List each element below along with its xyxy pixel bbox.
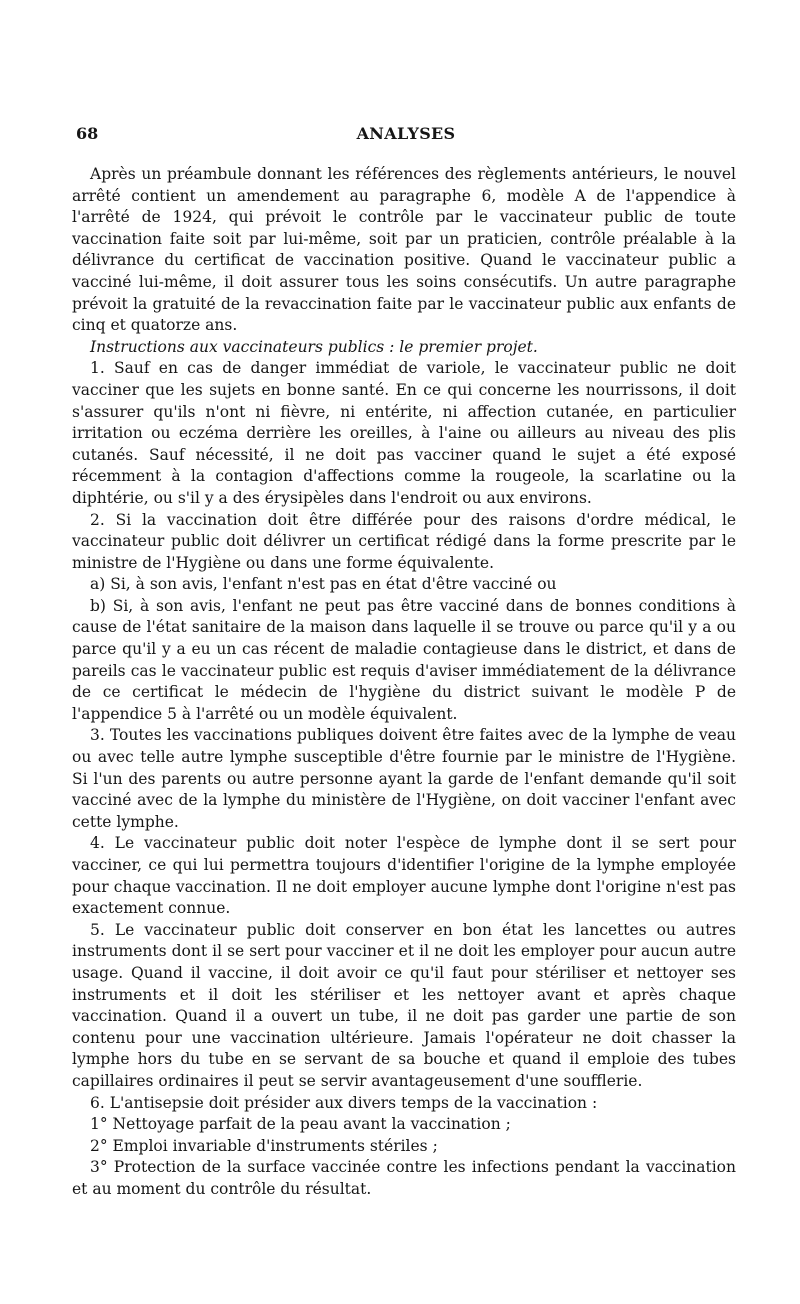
page-number: 68 (76, 124, 99, 143)
antisepsis-step-2: 2° Emploi invariable d'instruments stériles ; (90, 1136, 438, 1155)
text-body (72, 164, 736, 1201)
instructions-heading (72, 337, 736, 359)
instruction-5: 5. Le vaccinateur public doit conserver en bon état les lancettes ou autres instruments dont il se sert pour vacciner et il ne doit les employer pour aucun autre usage. Quand il vaccine, il doit avoir ce qu'il faut pour stériliser et nettoyer ses instruments et il doit les stériliser et les nettoyer avant et après chaque vaccination. Quand il a ouvert un tube, il ne doit pas garder une partie de son contenu pour une vaccination ultérieure. Jamais l'opérateur ne doit chasser la lymphe hors du tube en se servant de sa bouche et quand il emploie des tubes capillaires ordinaires il peut se servir avantageusement d'une soufflerie. (72, 920, 736, 1090)
intro-paragraph: Après un préambule donnant les références des règlements antérieurs, le nouvel arrêté contient un amendement au paragraphe 6, modèle A de l'appendice à l'arrêté de 1924, qui prévoit le contrôle par le vaccinateur public de toute vaccination faite soit par lui-même, soit par un praticien, contrôle préalable à la délivrance du certificat de vaccination positive. Quand le vaccinateur public a vacciné lui-même, il doit assurer tous les soins consécutifs. Un autre paragraphe prévoit la gratuité de la revaccination faite par le vaccinateur public aux enfants de cinq et quatorze ans. (72, 165, 736, 335)
antisepsis-step-1: 1° Nettoyage parfait de la peau avant la vaccination ; (90, 1115, 511, 1134)
instruction-4: 4. Le vaccinateur public doit noter l'espèce de lymphe dont il se sert pour vacciner, ce qui lui permettra toujours d'identifier l'origine de la lymphe employée pour chaque vaccination. Il ne doit employer aucune lymphe dont l'origine n'est pas exactement connue. (72, 834, 736, 918)
instruction-2: 2. Si la vaccination doit être différée pour des raisons d'ordre médical, le vaccinateur public doit délivrer un certificat rédigé dans la forme prescrite par le ministre de l'Hygiène ou dans une forme équivalente. (72, 510, 736, 572)
instruction-6: 6. L'antisepsie doit présider aux divers temps de la vaccination : (90, 1093, 598, 1112)
running-title: ANALYSES (356, 124, 456, 143)
instruction-2a: a) Si, à son avis, l'enfant n'est pas en état d'être vacciné ou (90, 575, 557, 594)
instruction-2b: b) Si, à son avis, l'enfant ne peut pas être vacciné dans de bonnes conditions à cause de l'état sanitaire de la maison dans laquelle il se trouve ou parce qu'il y a ou parce qu'il y a eu un cas récent de maladie contagieuse dans le district, et dans de pareils cas le vaccinateur public est requis d'aviser immédiatement de la délivrance de ce certificat le médecin de l'hygiène du district suivant le modèle P de l'appendice 5 à l'arrêté ou un modèle équivalent. (72, 596, 736, 723)
instruction-1: 1. Sauf en cas de danger immédiat de variole, le vaccinateur public ne doit vacciner que les sujets en bonne santé. En ce qui concerne les nourrissons, il doit s'assurer qu'ils n'ont ni fièvre, ni entérite, ni affection cutanée, en particulier irritation ou eczéma derrière les oreilles, à l'aine ou ailleurs au niveau des plis cutanés. Sauf nécessité, il ne doit pas vacciner quand le sujet a été exposé récemment à la contagion d'affections comme la rougeole, la scarlatine ou la diphtérie, ou s'il y a des érysipèles dans l'endroit ou aux environs. (72, 359, 736, 507)
page-header (76, 124, 736, 148)
antisepsis-step-3: 3° Protection de la surface vaccinée contre les infections pendant la vaccination et au moment du contrôle du résultat. (72, 1158, 736, 1198)
instruction-3: 3. Toutes les vaccinations publiques doivent être faites avec de la lymphe de veau ou avec telle autre lymphe susceptible d'être fournie par le ministre de l'Hygiène. Si l'un des parents ou autre personne ayant la garde de l'enfant demande qu'il soit vacciné avec de la lymphe du ministère de l'Hygiène, on doit vacciner l'enfant avec cette lymphe. (72, 726, 736, 831)
instructions-heading-text: Instructions aux vaccinateurs publics : le premier projet. (90, 337, 538, 356)
